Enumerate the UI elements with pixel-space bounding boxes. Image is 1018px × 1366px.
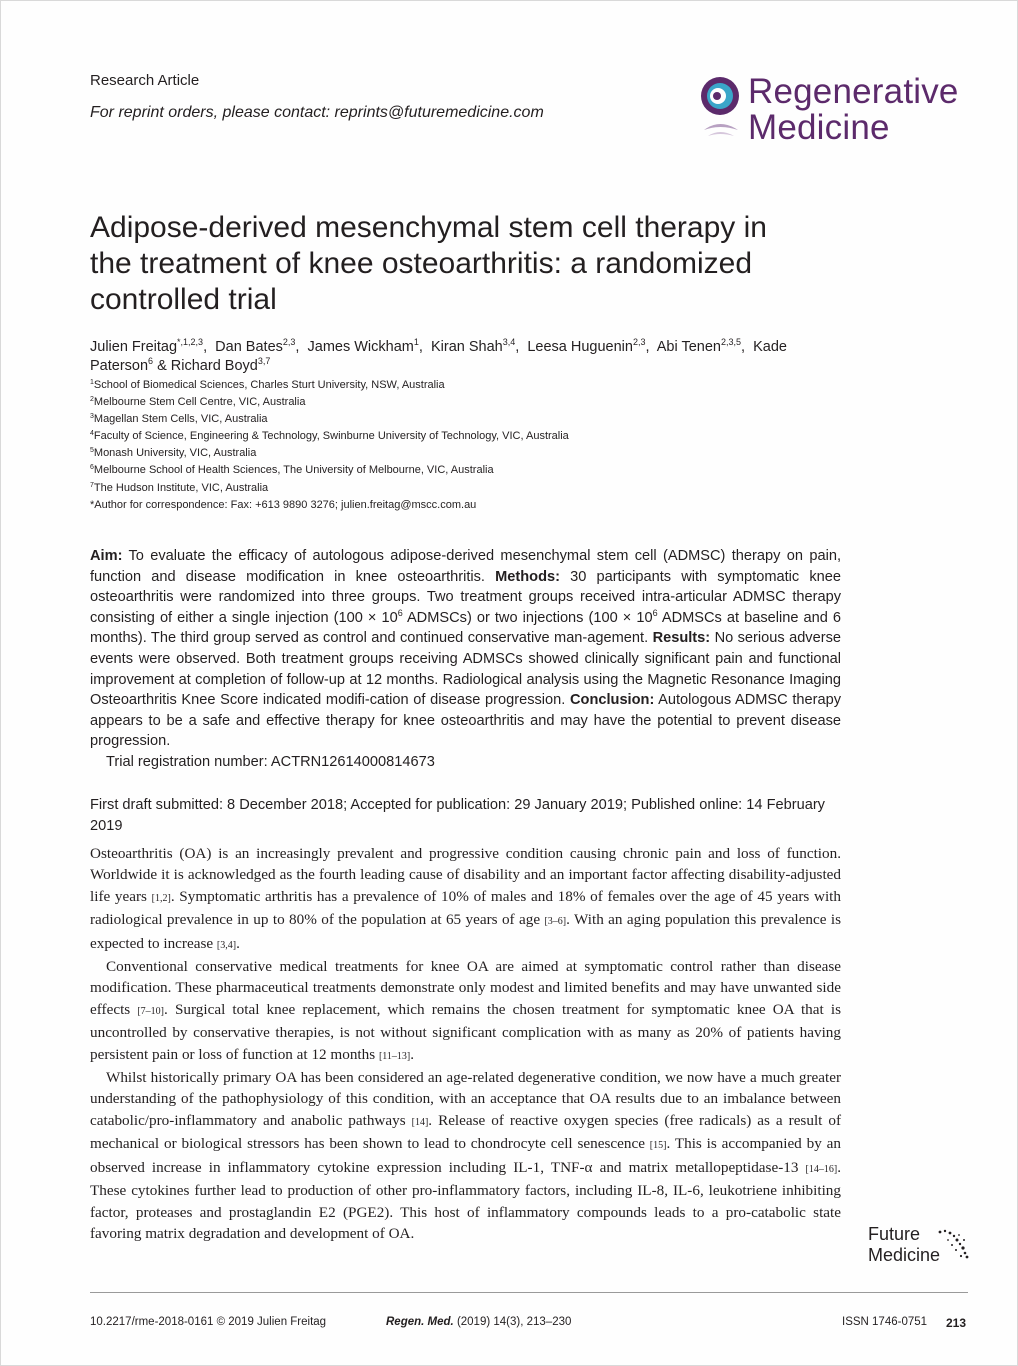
author-list: Julien Freitag$^{*,1,2,3}$, Dan Bates$^{2,3}$, James Wickham$^1$, Kiran Shah$^{3,4}$, Leesa Huguenin$^{2,3}$, Abi Tenen$^{2,3,5}$, Kade Paterson$^6$ & Richard Boyd$^{3,7}$ (90, 337, 787, 374)
citation-link[interactable]: [7–10] (137, 1005, 165, 1017)
affiliation-number: 1 (90, 379, 94, 386)
abstract-conclusion-label: Conclusion: (569, 692, 655, 709)
correspondence-note: *Author for correspondence: Fax: +613 9890 3276; julien.freitag@mscc.com.au (90, 498, 477, 511)
dot-spiral-icon (930, 1226, 972, 1262)
affiliation-number: 3 (90, 413, 94, 421)
abstract-methods: ADMSCs at baseline and 6 months). The third group served as control and continued conservative man-agement. (90, 609, 842, 647)
exponent: 6 (397, 607, 403, 618)
affiliation-number: 2 (90, 396, 94, 404)
citation-link[interactable]: [1,2] (151, 892, 171, 904)
affiliation-text: Magellan Stem Cells, VIC, Australia (93, 413, 268, 426)
footer-journal-abbrev: Regen. Med. (386, 1316, 454, 1328)
trial-registration: Trial registration number: ACTRN12614000814673 (106, 753, 435, 770)
publisher-logo-line1: Future (868, 1224, 921, 1244)
author-affiliation-sup: 2,3,5 (721, 337, 742, 347)
journal-logo[interactable] (700, 72, 980, 156)
body-text-run: . Surgical total knee replacement, which remains the chosen treatment for symptomatic knee OA that is uncontrolled by conservative therapies, is not without significant complication with as many as 20% of patients having persistent pain or loss of function at 12 months (90, 1000, 841, 1063)
affiliation-item (90, 411, 790, 428)
affiliation-item (90, 394, 790, 411)
author-name: Julien Freitag (90, 339, 178, 355)
article-type: Research Article (90, 72, 200, 89)
body-text-run: Conventional conservative medical treatments for knee OA are aimed at symptomatic control rather than disease modification. These pharmaceutical treatments demonstrate only modest and limited benefits and may have unwanted side effects (90, 958, 841, 1018)
author-affiliation-sup: 3,7 (257, 356, 271, 366)
footer-journal-citation (386, 1316, 571, 1328)
abstract-results-label: Results: (652, 630, 711, 647)
affiliation-number: 4 (90, 430, 94, 438)
citation-link[interactable]: [3,4] (216, 939, 237, 951)
affiliation-item (90, 428, 790, 445)
affiliation-number: 6 (90, 464, 94, 472)
author-name: Abi Tenen (656, 339, 721, 355)
affiliation-number: 5 (90, 447, 94, 455)
citation-link[interactable]: [11–13] (378, 1050, 411, 1062)
citation-link[interactable]: [14] (411, 1116, 429, 1128)
page-number: 213 (946, 1316, 967, 1330)
journal-logo-line1: Regenerative (748, 72, 959, 111)
body-text-run: . Symptomatic arthritis has a prevalence of 10% of males and 18% of females over the age of 45 years with radiological prevalence in up to 80% of the population at 65 years of age (90, 887, 841, 929)
affiliation-item (90, 445, 790, 462)
footer-divider (90, 1292, 968, 1293)
footer-issn: ISSN 1746-0751 (842, 1316, 928, 1328)
author-affiliation-sup: 2,3 (632, 337, 646, 347)
affiliation-item (90, 377, 790, 394)
body-text-run: Whilst historically primary OA has been considered an age-related degenerative condition, we now have a much greater understanding of the pathophysiology of this condition, with an acceptance that OA results due to an imbalance between catabolic/pro-inflammatory and anabolic pathways (90, 1069, 841, 1129)
affiliation-text: Melbourne School of Health Sciences, The University of Melbourne, VIC, Australia (93, 464, 494, 477)
author-affiliation-sup: 6 (148, 356, 154, 366)
body-paragraph (90, 843, 841, 956)
abstract-methods: 30 participants with symptomatic knee osteoarthritis were randomized into three groups. Two treatment groups received intra-articular ADMSC therapy consisting of either a single injection (100 × 10 (90, 568, 841, 626)
article-title: Adipose-derived mesenchymal stem cell therapy in the treatment of knee osteoarthritis: a randomized controlled trial (90, 211, 767, 316)
citation-link[interactable]: [15] (649, 1140, 667, 1152)
exponent: 6 (652, 607, 658, 618)
publisher-logo-line2: Medicine (868, 1245, 941, 1265)
affiliation-text: Melbourne Stem Cell Centre, VIC, Australia (93, 396, 306, 409)
author-name: Leesa Huguenin (527, 339, 633, 355)
footer-citation: (2019) 14(3), 213–230 (456, 1316, 572, 1328)
body-text-run: . Release of reactive oxygen species (free radicals) as a result of mechanical or biological stressors has been shown to lead to chondrocyte cell senescence (90, 1111, 842, 1153)
publication-dates: First draft submitted: 8 December 2018; Accepted for publication: 29 January 2019; Published online: 14 February 2019 (90, 797, 825, 834)
regenerative-medicine-swirl-icon (700, 74, 744, 146)
body-text-run: . This is accompanied by an observed increase in inflammatory cytokine expression including IL-1, TNF-α and matrix metallopeptidase-13 (90, 1135, 841, 1176)
body-text-run: . (236, 934, 240, 952)
abstract-results: No serious adverse events were observed. Both treatment groups receiving ADMSCs showed clinically significant pain and functional improvement at completion of follow-up at 12 months. Radiological analysis using the Magnetic Resonance Imaging Osteoarthritis Knee Score indicated modifi-cation of disease progression. (90, 630, 841, 709)
abstract (90, 546, 841, 773)
author-name: Richard Boyd (170, 358, 258, 374)
author-name: Kade Paterson (90, 339, 787, 374)
body-paragraph (90, 1067, 841, 1244)
abstract-aim-label: Aim: (90, 548, 123, 564)
affiliation-text: Monash University, VIC, Australia (93, 447, 257, 460)
article-body (90, 843, 841, 1244)
abstract-methods: ADMSCs) or two injections (100 × 10 (406, 609, 653, 626)
body-text-run: Osteoarthritis (OA) is an increasingly prevalent and progressive condition causing chronic pain and loss of function. Worldwide it is acknowledged as the fourth leading cause of disability and an important factor affecting disability-adjusted life years (90, 845, 841, 905)
citation-link[interactable]: [3–6] (544, 916, 567, 928)
author-affiliation-sup: 3,4 (502, 337, 516, 347)
body-text-run: . With an aging population this prevalence is expected to increase (90, 911, 841, 952)
author-name: Kiran Shah (430, 339, 503, 355)
body-text-run: . (410, 1045, 415, 1063)
affiliation-item (90, 480, 790, 497)
reprint-notice[interactable]: For reprint orders, please contact: reprints@futuremedicine.com (90, 104, 544, 121)
affiliation-list (90, 377, 790, 514)
future-medicine-logo[interactable] (868, 1224, 978, 1268)
footer-doi[interactable]: 10.2217/rme-2018-0161 © 2019 Julien Freitag (90, 1316, 327, 1328)
affiliation-text: The Hudson Institute, VIC, Australia (93, 481, 269, 494)
journal-logo-line2: Medicine (748, 108, 890, 147)
abstract-aim: To evaluate the efficacy of autologous adipose-derived mesenchymal stem cell (ADMSC) therapy on pain, function and disease modification in knee osteoarthritis. (90, 548, 841, 585)
affiliation-text: School of Biomedical Sciences, Charles Sturt University, NSW, Australia (93, 379, 445, 391)
abstract-methods-label: Methods: (495, 568, 560, 585)
affiliation-text: Faculty of Science, Engineering & Technology, Swinburne University of Technology, VIC, Australia (93, 430, 569, 443)
author-affiliation-sup: 1 (413, 337, 419, 347)
abstract-conclusion: Autologous ADMSC therapy appears to be a safe and effective therapy for knee osteoarthritis and may have the potential to prevent disease progression. (90, 692, 842, 750)
author-name: Dan Bates (215, 339, 283, 355)
affiliation-number: 7 (90, 481, 94, 489)
body-paragraph (90, 956, 841, 1067)
author-affiliation-sup: 2,3 (282, 337, 296, 347)
author-name: James Wickham (307, 339, 414, 355)
affiliation-item (90, 462, 790, 479)
body-text-run: . These cytokines further lead to production of other pro-inflammatory factors, including IL-8, IL-6, leukotriene inhibiting factor, proteases and prostaglandin E2 (PGE2). This host of inflammatory compounds leads to a pro-catabolic state favoring matrix degradation and development of OA. (90, 1158, 841, 1242)
author-affiliation-sup: *,1,2,3 (177, 337, 204, 347)
citation-link[interactable]: [14–16] (805, 1163, 838, 1175)
